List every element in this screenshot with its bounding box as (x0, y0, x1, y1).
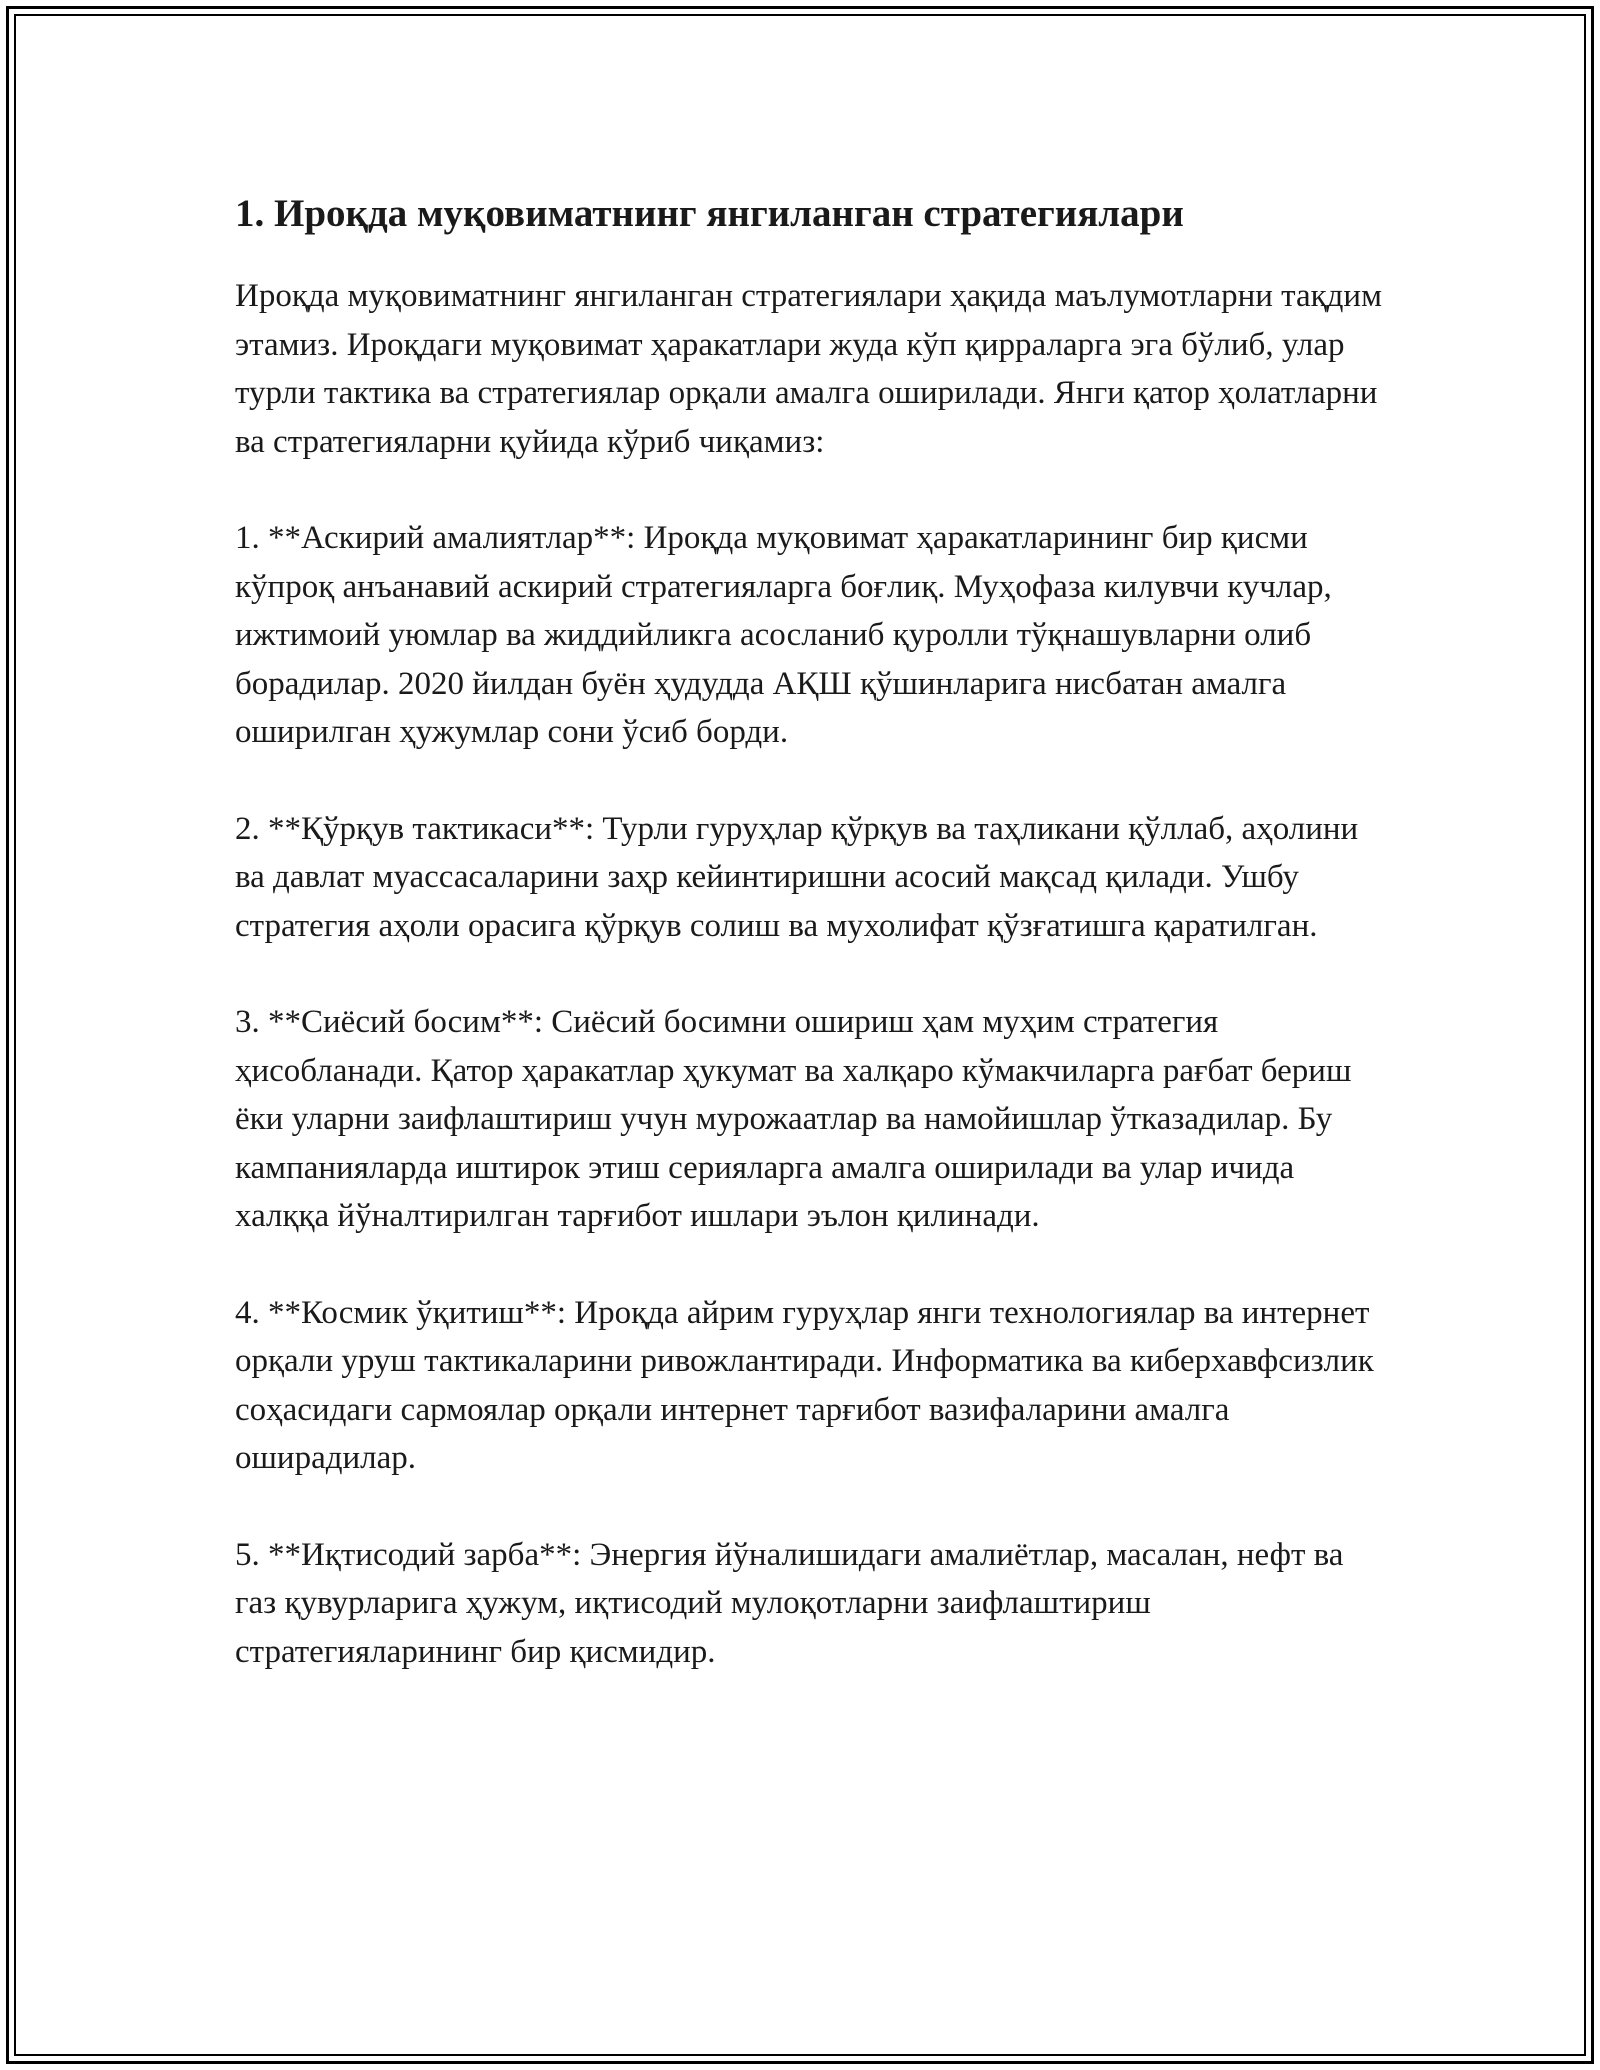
intro-paragraph: Ироқда муқовиматнинг янгиланган стратегиялари ҳақида маълумотларни тақдим этамиз. Ироқдаги муқовимат ҳаракатлари жуда кўп қирраларга эга бўлиб, улар турли тактика ва стратегиялар орқали амалга оширилади. Янги қатор ҳолатларни ва стратегияларни қуйида кўриб чиқамиз: (235, 278, 1382, 460)
document-title: 1. Ироқда муқовиматнинг янгиланган стратегиялари (235, 192, 1184, 235)
list-item-economic-strike: 5. **Иқтисодий зарба**: Энергия йўналишидаги амалиётлар, масалан, нефт ва газ қувурларига ҳужум, иқтисодий мулоқотларни заифлаштириш стратегияларининг бир қисмидир. (235, 1536, 1344, 1670)
list-item-military-operations: 1. **Аскирий амалиятлар**: Ироқда муқовимат ҳаракатларининг бир қисми кўпроқ анъанавий аскирий стратегияларга боғлиқ. Муҳофаза килувчи кучлар, ижтимоий уюмлар ва жиддийликга асосланиб қуролли тўқнашувларни олиб борадилар. 2020 йилдан буён ҳудудда АҚШ қўшинларига нисбатан амалга оширилган ҳужумлар сони ўсиб борди. (235, 520, 1332, 750)
document-body (235, 186, 1385, 1724)
list-item-political-pressure: 3. **Сиёсий босим**: Сиёсий босимни ошириш ҳам муҳим стратегия ҳисобланади. Қатор ҳаракатлар ҳукумат ва халқаро кўмакчиларга рағбат бериш ёки уларни заифлаштириш учун мурожаатлар ва намойишлар ўтказадилар. Бу кампанияларда иштирок этиш серияларга амалга оширилади ва улар ичида халққа йўналтирилган тарғибот ишлари эълон қилинади. (235, 1004, 1352, 1234)
list-item-cyber-training: 4. **Космик ўқитиш**: Ироқда айрим гуруҳлар янги технологиялар ва интернет орқали уруш тактикаларини ривожлантиради. Информатика ва киберхавфсизлик соҳасидаги сармоялар орқали интернет тарғибот вазифаларини амалга оширадилар. (235, 1294, 1374, 1476)
list-item-fear-tactics: 2. **Қўрқув тактикаси**: Турли гуруҳлар қўрқув ва таҳликани қўллаб, аҳолини ва давлат муассасаларини заҳр кейинтиришни асосий мақсад қилади. Ушбу стратегия аҳоли орасига қўрқув солиш ва мухолифат қўзғатишга қаратилган. (235, 810, 1359, 944)
